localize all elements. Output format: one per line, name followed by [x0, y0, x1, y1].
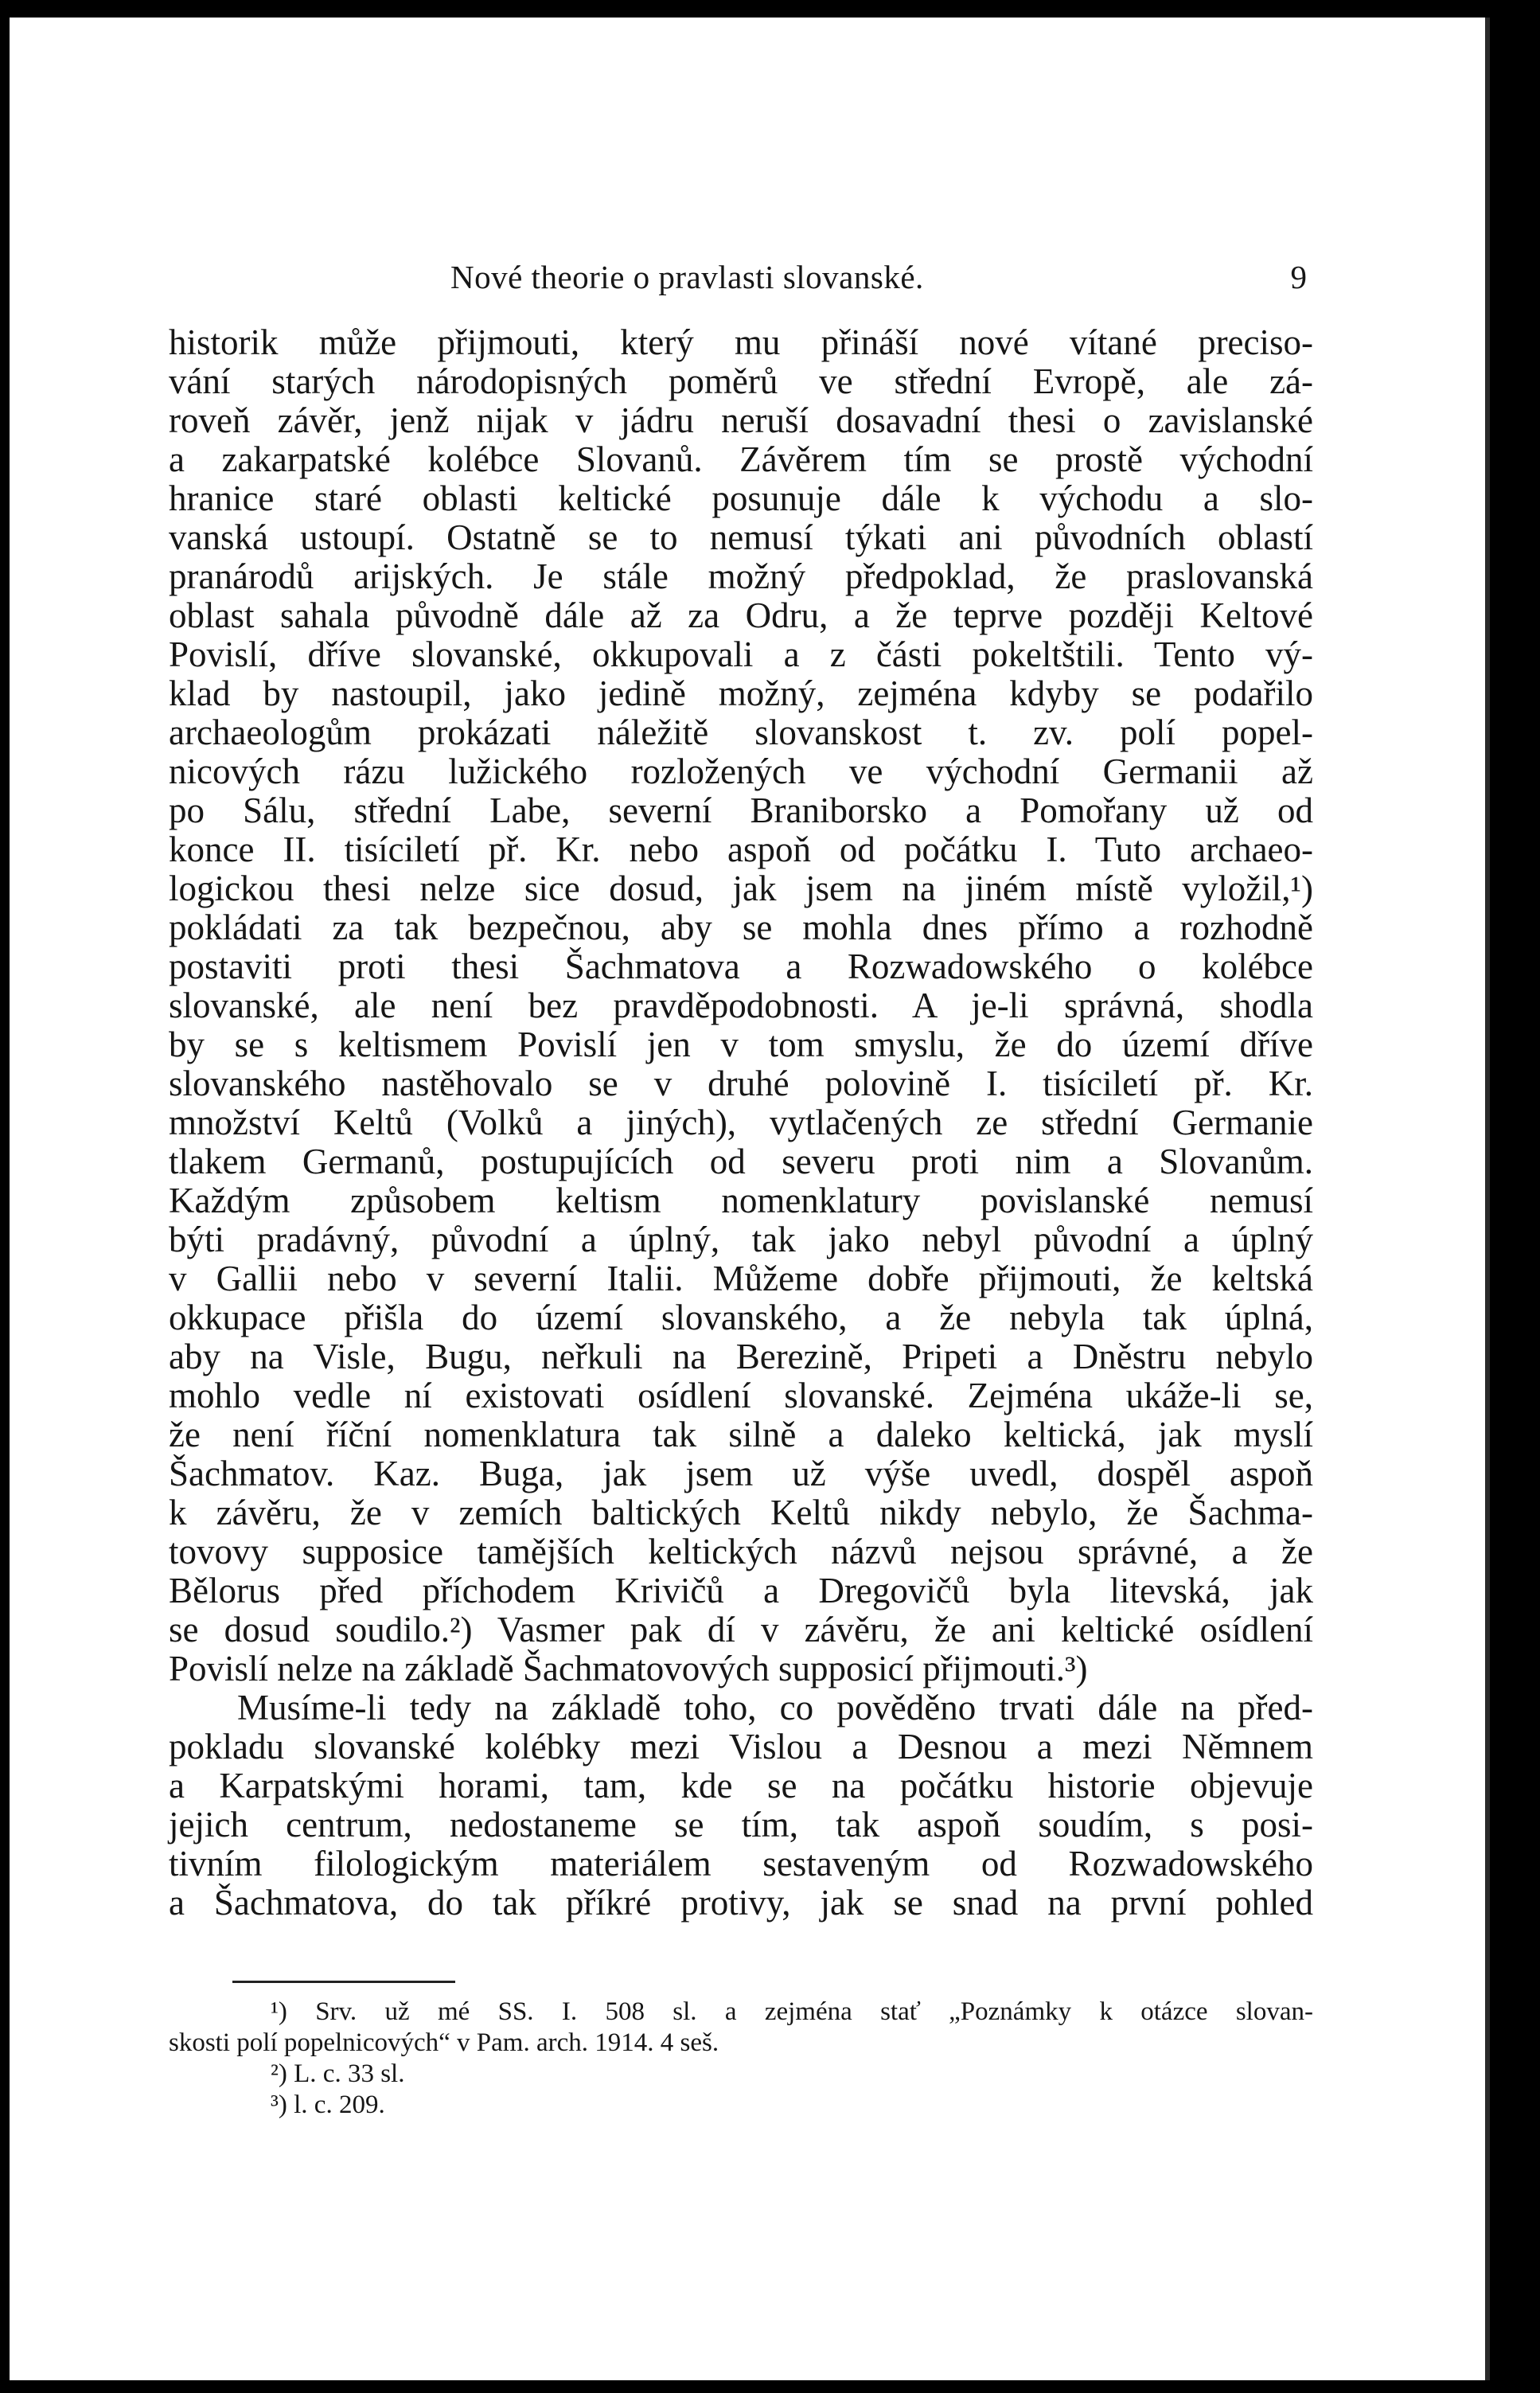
text-line: v Gallii nebo v severní Italii. Můžeme dobře přijmouti, že keltská — [169, 1259, 1313, 1298]
footnote-3: ³) l. c. 209. — [271, 2090, 385, 2119]
footnote-1: ¹) Srv. už mé SS. I. 508 sl. a zejména stať „Poznámky k otázce slovan- — [271, 1997, 1313, 2026]
text-line: roveň závěr, jenž nijak v jádru neruší dosavadní thesi o zavislanské — [169, 400, 1313, 440]
footnote-divider — [232, 1981, 455, 1983]
footnote-2: ²) L. c. 33 sl. — [271, 2059, 405, 2088]
text-line: vání starých národopisných poměrů ve střední Evropě, ale zá- — [169, 361, 1313, 401]
running-head — [169, 258, 1315, 306]
text-line: Šachmatov. Kaz. Buga, jak jsem už výše uvedl, dospěl aspoň — [169, 1454, 1313, 1493]
text-line: tlakem Germanů, postupujících od severu proti nim a Slovanům. — [169, 1142, 1313, 1181]
footnote-1-continued: skosti polí popelnicových“ v Pam. arch. 1914. 4 seš. — [169, 2028, 719, 2057]
text-line: Každým způsobem keltism nomenklatury povislanské nemusí — [169, 1181, 1313, 1220]
text-line: hranice staré oblasti keltické posunuje dále k východu a slo- — [169, 478, 1313, 518]
text-line: aby na Visle, Bugu, neřkuli na Berezině, Pripeti a Dněstru nebylo — [169, 1337, 1313, 1376]
text-line: by se s keltismem Povislí jen v tom smyslu, že do území dříve — [169, 1025, 1313, 1064]
text-line: býti pradávný, původní a úplný, tak jako nebyl původní a úplný — [169, 1220, 1313, 1259]
text-line: a zakarpatské kolébce Slovanů. Závěrem tím se prostě východní — [169, 439, 1313, 479]
text-line: postaviti proti thesi Šachmatova a Rozwadowského o kolébce — [169, 947, 1313, 986]
text-line: slovanské, ale není bez pravděpodobnosti. A je-li správná, shodla — [169, 986, 1313, 1025]
book-page — [10, 18, 1488, 2380]
text-line: po Sálu, střední Labe, severní Braniborsko a Pomořany už od — [169, 791, 1313, 830]
text-line: mohlo vedle ní existovati osídlení slovanské. Zejména ukáže-li se, — [169, 1376, 1313, 1415]
text-line: se dosud soudilo.²) Vasmer pak dí v závěru, že ani keltické osídlení — [169, 1610, 1313, 1649]
text-line: oblast sahala původně dále až za Odru, a že teprve později Keltové — [169, 595, 1313, 635]
text-line: a Karpatskými horami, tam, kde se na počátku historie objevuje — [169, 1766, 1313, 1805]
text-line: a Šachmatova, do tak příkré protivy, jak se snad na první pohled — [169, 1883, 1313, 1923]
text-line: Povislí, dříve slovanské, okkupovali a z části pokeltštili. Tento vý- — [169, 634, 1313, 674]
text-line: jejich centrum, nedostaneme se tím, tak aspoň soudím, s posi- — [169, 1805, 1313, 1845]
text-line-paragraph-start: Musíme-li tedy na základě toho, co pověděno trvati dále na před- — [237, 1688, 1313, 1727]
text-line: pokladu slovanské kolébky mezi Vislou a Desnou a mezi Němnem — [169, 1727, 1313, 1766]
page-edge-shadow — [1485, 18, 1490, 2380]
body-text — [169, 323, 1313, 1923]
text-line: archaeologům prokázati náležitě slovanskost t. zv. polí popel- — [169, 712, 1313, 752]
text-line: pranárodů arijských. Je stále možný předpoklad, že praslovanská — [169, 556, 1313, 596]
text-line: slovanského nastěhovalo se v druhé polovině I. tisíciletí př. Kr. — [169, 1064, 1313, 1103]
text-line: množství Keltů (Volků a jiných), vytlačených ze střední Germanie — [169, 1103, 1313, 1142]
text-line: historik může přijmouti, který mu přináší nové vítané preciso- — [169, 322, 1313, 362]
text-line-paragraph-end: Povislí nelze na základě Šachmatovových supposicí přijmouti.³) — [169, 1649, 1088, 1688]
text-line: Bělorus před příchodem Krivičů a Dregovičů byla litevská, jak — [169, 1571, 1313, 1610]
page-number: 9 — [1290, 259, 1307, 295]
text-line: k závěru, že v zemích baltických Keltů nikdy nebylo, že Šachma- — [169, 1493, 1313, 1532]
text-line: klad by nastoupil, jako jedině možný, zejména kdyby se podařilo — [169, 673, 1313, 713]
text-line: logickou thesi nelze sice dosud, jak jsem na jiném místě vyložil,¹) — [169, 869, 1313, 908]
text-line: že není říční nomenklatura tak silně a daleko keltická, jak myslí — [169, 1415, 1313, 1454]
text-line: tovovy supposice tamějších keltických názvů nejsou správné, a že — [169, 1532, 1313, 1571]
footnotes — [169, 1997, 1313, 2121]
text-line: nicových rázu lužického rozložených ve východní Germanii až — [169, 751, 1313, 791]
text-line: okkupace přišla do území slovanského, a že nebyla tak úplná, — [169, 1298, 1313, 1337]
text-line: vanská ustoupí. Ostatně se to nemusí týkati ani původních oblastí — [169, 517, 1313, 557]
text-line: konce II. tisíciletí př. Kr. nebo aspoň od počátku I. Tuto archaeo- — [169, 830, 1313, 869]
running-title: Nové theorie o pravlasti slovanské. — [450, 259, 924, 295]
text-line: tivním filologickým materiálem sestaveným od Rozwadowského — [169, 1844, 1313, 1884]
text-line: pokládati za tak bezpečnou, aby se mohla dnes přímo a rozhodně — [169, 908, 1313, 947]
